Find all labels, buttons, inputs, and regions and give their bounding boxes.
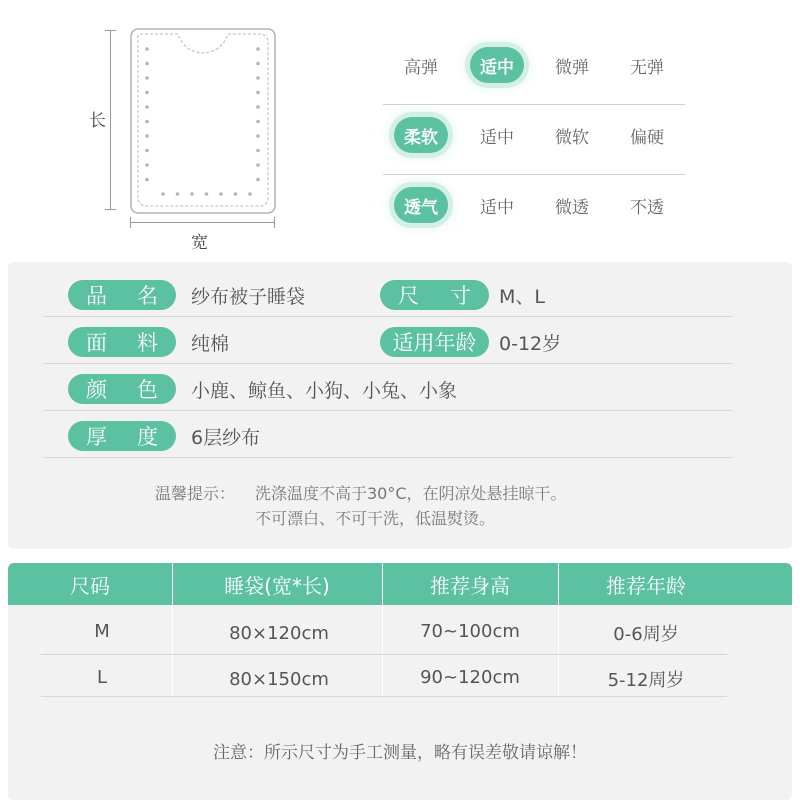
sleeping-bag-diagram bbox=[0, 0, 330, 255]
rating-option bbox=[534, 105, 610, 165]
color-tag-text: 颜 色 bbox=[86, 378, 158, 402]
rating-option-label: 微软 bbox=[555, 127, 589, 148]
row-l-height: 90~120cm bbox=[420, 666, 520, 688]
rating-option bbox=[383, 35, 459, 95]
info-row-thickness bbox=[43, 411, 733, 458]
measurement-note: 注意：所示尺寸为手工测量，略有误差敬请谅解！ bbox=[213, 743, 587, 763]
breathability-rating bbox=[383, 175, 685, 245]
rating-option-selected-label: 透气 bbox=[394, 187, 448, 223]
rating-option bbox=[609, 105, 685, 165]
info-row-color bbox=[43, 364, 733, 411]
name-tag-text: 品 名 bbox=[86, 284, 158, 308]
size-chart-header bbox=[8, 563, 792, 605]
fabric-value: 纯棉 bbox=[191, 333, 230, 355]
info-row-name-size bbox=[43, 270, 733, 317]
care-tip-line-1: 洗涤温度不高于30°C，在阴凉处悬挂晾干。 bbox=[255, 484, 567, 503]
size-tag-text: 尺 寸 bbox=[398, 284, 471, 308]
length-dimension-line bbox=[110, 30, 111, 210]
rating-option bbox=[459, 105, 535, 165]
name-tag bbox=[68, 280, 176, 310]
rating-option-label: 不透 bbox=[630, 197, 664, 218]
row-m-height: 70~100cm bbox=[420, 620, 520, 642]
width-label: 宽 bbox=[191, 233, 208, 253]
product-info-panel bbox=[8, 262, 792, 549]
size-chart bbox=[8, 563, 792, 800]
rating-option bbox=[534, 175, 610, 235]
rating-option-selected-label: 柔软 bbox=[394, 117, 448, 153]
rating-option-label: 微弹 bbox=[555, 57, 589, 78]
rating-option-label: 适中 bbox=[480, 197, 514, 218]
row-l-dimensions: 80×150cm bbox=[229, 668, 329, 690]
length-label: 长 bbox=[89, 111, 106, 131]
age-value: 0-12岁 bbox=[499, 333, 562, 355]
color-value: 小鹿、鲸鱼、小狗、小兔、小象 bbox=[191, 380, 458, 402]
thickness-tag-text: 厚 度 bbox=[86, 425, 158, 449]
rating-option-label: 适中 bbox=[480, 127, 514, 148]
age-tag-text: 适用年龄 bbox=[392, 331, 477, 355]
elasticity-rating bbox=[383, 35, 685, 105]
softness-rating bbox=[383, 105, 685, 175]
row-divider bbox=[41, 696, 727, 697]
feature-ratings bbox=[383, 35, 685, 245]
row-l-age: 5-12周岁 bbox=[607, 670, 685, 691]
sleeping-bag-outline-icon bbox=[130, 28, 276, 214]
rating-option bbox=[383, 175, 459, 235]
rating-option-label: 高弹 bbox=[404, 57, 438, 78]
rating-option bbox=[609, 35, 685, 95]
row-l-size: L bbox=[96, 666, 108, 688]
rating-option bbox=[534, 35, 610, 95]
care-tip-line-2: 不可漂白、不可干洗，低温熨烫。 bbox=[255, 509, 496, 528]
name-value: 纱布被子睡袋 bbox=[191, 286, 306, 308]
rating-option bbox=[459, 35, 535, 95]
row-m-size: M bbox=[94, 620, 110, 642]
header-height: 推荐身高 bbox=[430, 573, 510, 598]
care-tip bbox=[155, 481, 567, 531]
size-tag bbox=[380, 280, 489, 310]
size-value: M、L bbox=[499, 286, 545, 308]
rating-option-label: 微透 bbox=[555, 197, 589, 218]
thickness-value: 6层纱布 bbox=[191, 427, 261, 449]
width-dimension-line bbox=[130, 222, 275, 223]
row-m-dimensions: 80×120cm bbox=[229, 622, 329, 644]
header-dimensions: 睡袋(宽*长) bbox=[224, 573, 330, 598]
rating-option bbox=[383, 105, 459, 165]
care-tip-heading: 温馨提示： bbox=[155, 484, 236, 503]
color-tag bbox=[68, 374, 176, 404]
rating-option-selected-label: 适中 bbox=[470, 47, 524, 83]
fabric-tag-text: 面 料 bbox=[86, 331, 158, 355]
header-age: 推荐年龄 bbox=[606, 573, 686, 598]
row-m-age: 0-6周岁 bbox=[613, 624, 679, 645]
header-size: 尺码 bbox=[70, 573, 110, 598]
fabric-tag bbox=[68, 327, 176, 357]
rating-option-label: 无弹 bbox=[630, 57, 664, 78]
rating-option-label: 偏硬 bbox=[630, 127, 664, 148]
info-row-fabric-age bbox=[43, 317, 733, 364]
age-tag bbox=[380, 327, 489, 357]
rating-option bbox=[459, 175, 535, 235]
thickness-tag bbox=[68, 421, 176, 451]
rating-option bbox=[609, 175, 685, 235]
